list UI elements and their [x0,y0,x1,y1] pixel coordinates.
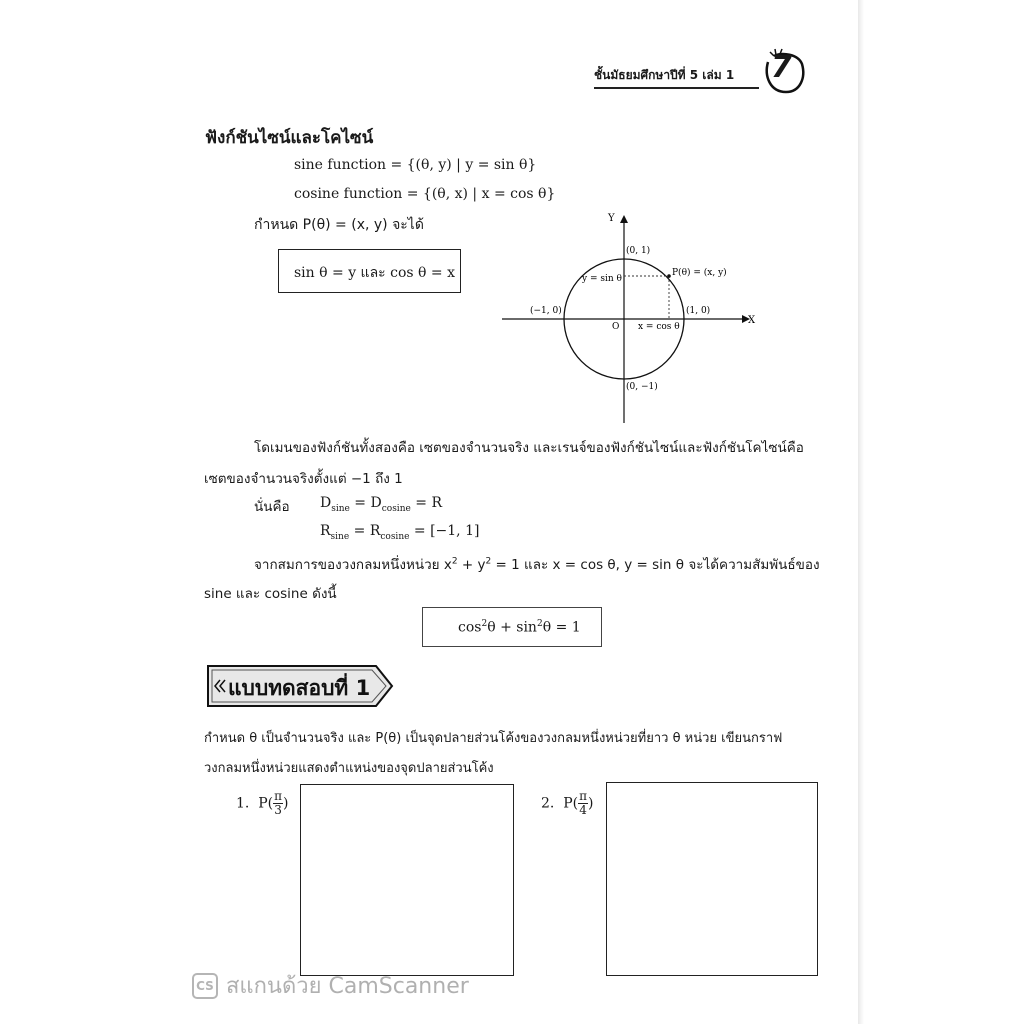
page-number: 7 [771,50,792,85]
point-right-label: (1, 0) [686,306,711,316]
point-bottom-label: (0, −1) [626,382,658,392]
exercise-title: แบบทดสอบที่ 1 [228,676,371,700]
circle-equation-text: จากสมการของวงกลมหนึ่งหน่วย $x^2 + y^2 = 1$ และ x = cos θ, y = sin θ จะได้ความสัมพันธ์ของ [254,556,820,573]
camscanner-watermark [192,968,469,1003]
section-title: ฟังก์ชันไซน์และโคไซน์ [205,128,374,148]
pythagorean-identity: $\cos^2\theta + \sin^2\theta = 1$ [458,619,581,636]
cos-label: x = cos θ [638,322,680,332]
exercise-instruction-1: กำหนด θ เป็นจำนวนจริง และ P(θ) เป็นจุดปลายส่วนโค้งของวงกลมหนึ่งหน่วยที่ยาว θ หน่วย เขียนกราฟ [204,731,783,746]
point-top-label: (0, 1) [626,246,651,256]
book-title: ชั้นมัธยมศึกษาปีที่ 5 เล่ม 1 [594,68,735,82]
camscanner-text: สแกนด้วย CamScanner [226,974,469,999]
point-p-label: P(θ) = (x, y) [672,268,727,278]
exercise-item-2: 2. P( $\frac{\pi}{4}$ ) [541,789,594,817]
domain-range-text-1: โดเมนของฟังก์ชันทั้งสองคือ เซตของจำนวนจริง และเรนจ์ของฟังก์ชันไซน์และฟังก์ชันโคไซน์คือ [254,440,804,456]
sin-cos-boxed-text: sin θ = y และ cos θ = x [294,265,455,281]
domain-equation: $D_{sine} = D_{cosine} = R$ [320,495,443,514]
unit-circle-diagram [498,205,768,430]
y-axis-label: Y [608,213,615,224]
answer-box-1[interactable] [300,784,514,976]
origin-label: O [612,322,620,332]
header-rule [594,87,759,89]
camscanner-icon: CS [192,973,218,999]
sine-definition: sine function = {(θ, y) | y = sin θ} [294,157,537,173]
exercise-item-1: 1. P( $\frac{\pi}{3}$ ) [236,789,289,817]
point-left-label: (−1, 0) [530,306,562,316]
cosine-definition: cosine function = {(θ, x) | x = cos θ} [294,186,556,202]
that-is-label: นั่นคือ [254,499,290,515]
point-p [667,274,671,278]
answer-box-2[interactable] [606,782,818,976]
y-axis-arrow [620,215,628,223]
range-equation: $R_{sine} = R_{cosine} = [-1$, 1] [320,523,480,542]
page-edge [858,0,864,1024]
sin-label: y = sin θ [582,274,622,284]
given-statement: กำหนด P(θ) = (x, y) จะได้ [254,217,424,233]
exercise-instruction-2: วงกลมหนึ่งหน่วยแสดงตำแหน่งของจุดปลายส่วนโค้ง [204,761,494,776]
relation-intro-text: sine และ cosine ดังนี้ [204,586,337,602]
domain-range-text-2: เซตของจำนวนจริงตั้งแต่ −1 ถึง 1 [204,471,403,487]
x-axis-label: X [748,315,756,326]
